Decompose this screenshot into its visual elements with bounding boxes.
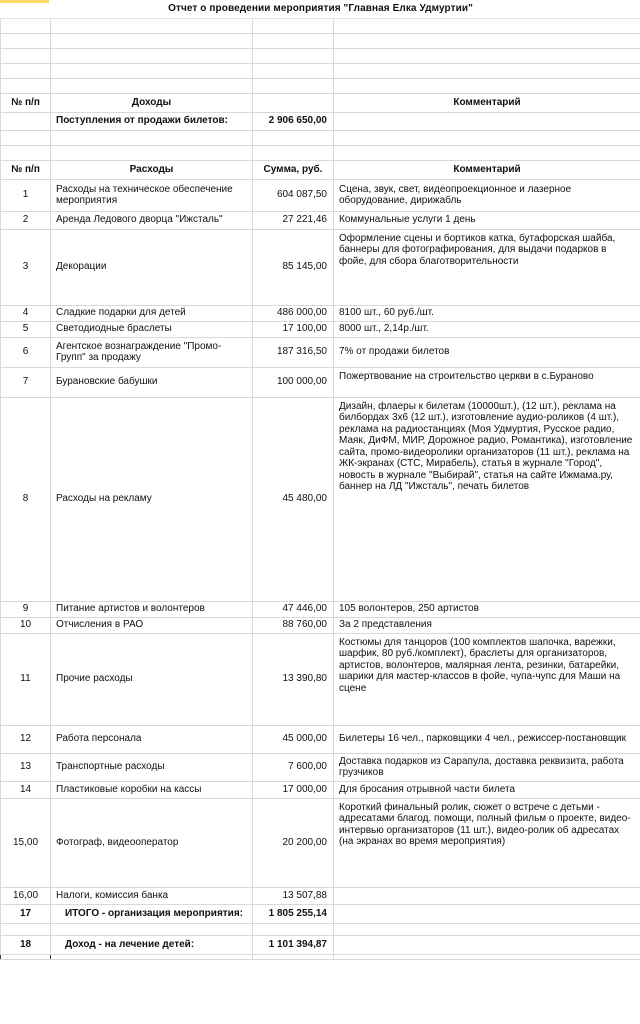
total-comment (334, 904, 640, 923)
row-name: Фотограф, видеооператор (51, 798, 253, 887)
expense-header-row (1, 160, 640, 179)
empty-cell (1, 63, 51, 78)
row-index: 5 (1, 321, 51, 337)
row-comment: Коммунальные услуги 1 день (334, 211, 640, 229)
empty-cell (334, 33, 640, 48)
table-row[interactable] (1, 211, 640, 229)
row-comment: Короткий финальный ролик, сюжет о встрече с детьми - адресатами благод. помощи, полный фильм о проекте, видео-интервью организаторов (11 шт.), видео-ролик об адресатах (на экранах во время мероприятия) (334, 798, 640, 887)
total-label: ИТОГО - организация мероприятия: (51, 904, 253, 923)
row-name: Питание артистов и волонтеров (51, 601, 253, 617)
income-header-comment: Комментарий (334, 93, 640, 112)
row-index: 12 (1, 725, 51, 753)
row-index: 6 (1, 337, 51, 367)
empty-cell (253, 63, 334, 78)
row-name: Аренда Ледового дворца "Ижсталь" (51, 211, 253, 229)
empty-cell (51, 145, 253, 160)
row-sum: 604 087,50 (253, 179, 334, 211)
income-header-index: № п/п (1, 93, 51, 112)
active-cell-marker (0, 0, 49, 3)
row-index: 10 (1, 617, 51, 633)
row-name: Прочие расходы (51, 633, 253, 725)
table-row[interactable] (1, 617, 640, 633)
table-row[interactable] (1, 633, 640, 725)
row-sum: 20 200,00 (253, 798, 334, 887)
row-name: Агентское вознаграждение "Промо-Групп" за продажу (51, 337, 253, 367)
row-sum: 100 000,00 (253, 367, 334, 397)
total-index: 17 (1, 904, 51, 923)
income-row[interactable] (1, 112, 640, 130)
table-row[interactable] (1, 397, 640, 601)
row-comment: Дизайн, флаеры к билетам (10000шт.), (12 шт.), реклама на билбордах 3х6 (12 шт.), изготовление аудио-роликов (4 шт.), реклама на радиостанциях (Моя Удмуртия, Русское радио, Маяк, ДиФМ, МИР, Дорожное радио, Романтика), изготовление сайта, промо-видеоролики организаторов (11 шт.), реклама на ЖК-экранах (СТС, Мирабель), статья в журнале "Город", новость в журнале "Выбирай", статья на сайте Ижмама.ру, баннер на ЛД "Ижсталь", печать билетов (334, 397, 640, 601)
table-row[interactable] (1, 179, 640, 211)
empty-row (1, 78, 640, 93)
empty-cell (334, 18, 640, 33)
row-name: Работа персонала (51, 725, 253, 753)
empty-cell (253, 48, 334, 63)
expense-header-index: № п/п (1, 160, 51, 179)
empty-cell (334, 78, 640, 93)
result-index: 18 (1, 935, 51, 954)
row-name: Декорации (51, 229, 253, 305)
empty-cell (334, 63, 640, 78)
row-name: Отчисления в РАО (51, 617, 253, 633)
empty-cell (1, 78, 51, 93)
result-sum: 1 101 394,87 (253, 935, 334, 954)
empty-cell (253, 18, 334, 33)
empty-cell (334, 923, 640, 935)
row-comment: Доставка подарков из Сарапула, доставка реквизита, работа грузчиков (334, 753, 640, 781)
row-comment: 105 волонтеров, 250 артистов (334, 601, 640, 617)
empty-cell (51, 33, 253, 48)
row-index: 9 (1, 601, 51, 617)
empty-row (1, 18, 640, 33)
row-index: 2 (1, 211, 51, 229)
row-comment: Пожертвование на строительство церкви в с.Бураново (334, 367, 640, 397)
row-index: 4 (1, 305, 51, 321)
empty-cell (334, 48, 640, 63)
row-comment: Для бросания отрывной части билета (334, 781, 640, 798)
empty-cell (51, 18, 253, 33)
empty-cell (334, 145, 640, 160)
row-sum: 13 390,80 (253, 633, 334, 725)
row-name: Расходы на рекламу (51, 397, 253, 601)
empty-cell (334, 130, 640, 145)
result-comment (334, 935, 640, 954)
empty-cell (253, 33, 334, 48)
row-name: Налоги, комиссия банка (51, 887, 253, 904)
income-header-name: Доходы (51, 93, 253, 112)
row-comment: 7% от продажи билетов (334, 337, 640, 367)
empty-cell (253, 954, 334, 959)
table-row[interactable] (1, 725, 640, 753)
page-title: Отчет о проведении мероприятия "Главная Елка Удмуртии" (1, 0, 640, 18)
table-row[interactable] (1, 337, 640, 367)
row-index: 13 (1, 753, 51, 781)
table-row[interactable] (1, 305, 640, 321)
expense-header-name: Расходы (51, 160, 253, 179)
row-comment: Билетеры 16 чел., парковщики 4 чел., режиссер-постановщик (334, 725, 640, 753)
row-sum: 85 145,00 (253, 229, 334, 305)
row-sum: 187 316,50 (253, 337, 334, 367)
empty-row (1, 130, 640, 145)
row-comment: 8100 шт., 60 руб./шт. (334, 305, 640, 321)
expense-header-sum: Сумма, руб. (253, 160, 334, 179)
empty-cell (1, 145, 51, 160)
row-name: Транспортные расходы (51, 753, 253, 781)
empty-cell (1, 33, 51, 48)
row-name: Бурановские бабушки (51, 367, 253, 397)
income-row-index (1, 112, 51, 130)
row-name: Светодиодные браслеты (51, 321, 253, 337)
row-index: 14 (1, 781, 51, 798)
expense-total-row[interactable] (1, 904, 640, 923)
row-comment: Костюмы для танцоров (100 комплектов шапочка, варежки, шарфик, 80 руб./комплект), браслеты для организаторов, артистов, волонтеров, малярная лента, резинки, батарейки, шарики для мастер-классов в фойе, чупа-чупс для Маши на сцене (334, 633, 640, 725)
table-row[interactable] (1, 601, 640, 617)
result-label: Доход - на лечение детей: (51, 935, 253, 954)
result-row[interactable] (1, 935, 640, 954)
table-row[interactable] (1, 781, 640, 798)
empty-cell (253, 923, 334, 935)
row-index: 11 (1, 633, 51, 725)
row-comment: Сцена, звук, свет, видеопроекционное и лазерное оборудование, дирижабль (334, 179, 640, 211)
row-index: 3 (1, 229, 51, 305)
income-header-sum (253, 93, 334, 112)
row-sum: 486 000,00 (253, 305, 334, 321)
sheet-bottom-edge (1, 954, 640, 959)
row-comment (334, 887, 640, 904)
row-sum: 45 480,00 (253, 397, 334, 601)
row-name: Расходы на техническое обеспечение мероприятия (51, 179, 253, 211)
empty-cell (51, 954, 253, 959)
empty-row (1, 923, 640, 935)
row-sum: 17 000,00 (253, 781, 334, 798)
empty-cell (51, 63, 253, 78)
expense-header-comment: Комментарий (334, 160, 640, 179)
row-name: Пластиковые коробки на кассы (51, 781, 253, 798)
empty-cell (51, 130, 253, 145)
title-row (1, 0, 640, 18)
row-comment: За 2 представления (334, 617, 640, 633)
empty-cell (253, 130, 334, 145)
income-row-name: Поступления от продажи билетов: (51, 112, 253, 130)
row-index: 1 (1, 179, 51, 211)
empty-cell (51, 78, 253, 93)
row-sum: 47 446,00 (253, 601, 334, 617)
row-index: 8 (1, 397, 51, 601)
table-row[interactable] (1, 753, 640, 781)
empty-row (1, 48, 640, 63)
empty-cell (1, 48, 51, 63)
row-sum: 13 507,88 (253, 887, 334, 904)
empty-row (1, 33, 640, 48)
table-row[interactable] (1, 321, 640, 337)
row-index: 15,00 (1, 798, 51, 887)
empty-cell (334, 954, 640, 959)
total-sum: 1 805 255,14 (253, 904, 334, 923)
empty-row (1, 145, 640, 160)
row-sum: 88 760,00 (253, 617, 334, 633)
table-row[interactable] (1, 229, 640, 305)
income-row-comment (334, 112, 640, 130)
empty-cell (51, 48, 253, 63)
row-sum: 27 221,46 (253, 211, 334, 229)
empty-cell (1, 923, 51, 935)
row-sum: 7 600,00 (253, 753, 334, 781)
income-row-sum: 2 906 650,00 (253, 112, 334, 130)
empty-cell (1, 954, 51, 959)
table-row[interactable] (1, 367, 640, 397)
empty-cell (1, 18, 51, 33)
empty-row (1, 63, 640, 78)
empty-cell (1, 130, 51, 145)
row-sum: 17 100,00 (253, 321, 334, 337)
row-name: Сладкие подарки для детей (51, 305, 253, 321)
table-row[interactable] (1, 798, 640, 887)
row-index: 7 (1, 367, 51, 397)
empty-cell (51, 923, 253, 935)
income-header-row (1, 93, 640, 112)
row-sum: 45 000,00 (253, 725, 334, 753)
row-index: 16,00 (1, 887, 51, 904)
empty-cell (253, 78, 334, 93)
row-comment: 8000 шт., 2,14р./шт. (334, 321, 640, 337)
row-comment: Оформление сцены и бортиков катка, бутафорская шайба, баннеры для фотографирования, для выдачи подарков в фойе, для сбора благотворительности (334, 229, 640, 305)
empty-cell (253, 145, 334, 160)
table-row[interactable] (1, 887, 640, 904)
